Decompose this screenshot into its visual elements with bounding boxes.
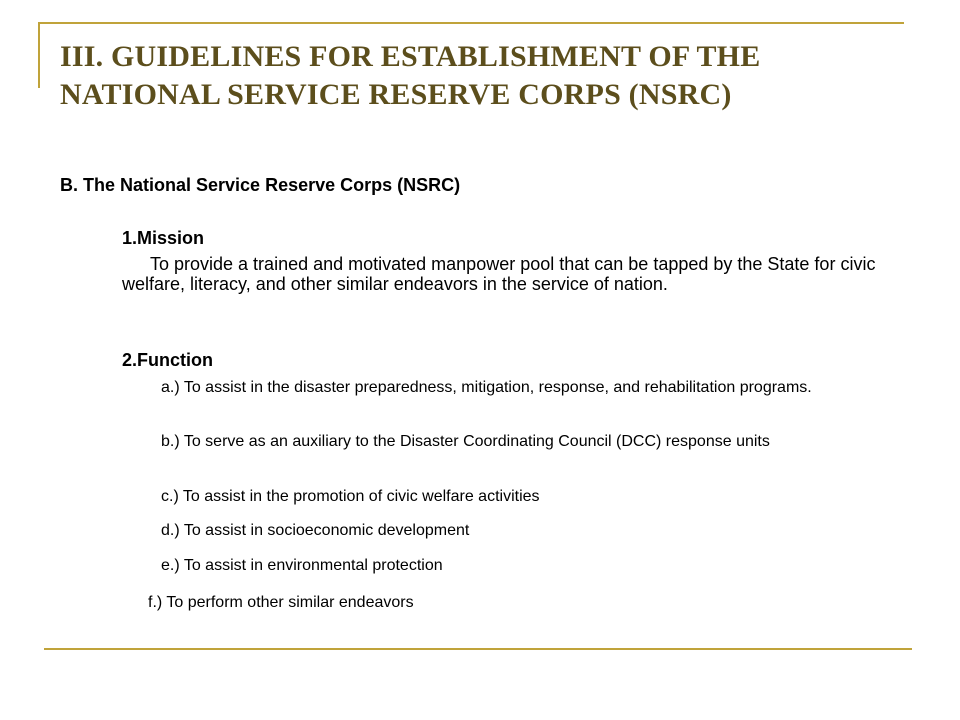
mission-heading: 1.Mission [122,228,205,248]
slide-title-line-1: III. GUIDELINES FOR ESTABLISHMENT OF THE [60,40,761,73]
mission-text: To provide a trained and motivated manpower pool that can be tapped by the State for civic welfare, literacy, and other similar endeavors in the service of nation. [122,254,876,294]
function-item-d: d.) To assist in socioeconomic development [161,522,470,539]
function-item-b: b.) To serve as an auxiliary to the Disaster Coordinating Council (DCC) response units [161,433,770,450]
top-accent-rule [38,22,904,24]
slide-title-line-2: NATIONAL SERVICE RESERVE CORPS (NSRC) [60,78,732,111]
section-heading: B. The National Service Reserve Corps (NSRC) [60,175,461,195]
left-accent-rule [38,22,40,88]
function-heading: 2.Function [122,350,213,370]
bottom-accent-rule [44,648,912,650]
function-item-c: c.) To assist in the promotion of civic welfare activities [161,488,540,505]
function-item-a: a.) To assist in the disaster preparedness, mitigation, response, and rehabilitation programs. [161,379,812,396]
function-item-f: f.) To perform other similar endeavors [148,594,414,611]
function-item-e: e.) To assist in environmental protection [161,557,443,574]
slide-title [60,38,920,114]
